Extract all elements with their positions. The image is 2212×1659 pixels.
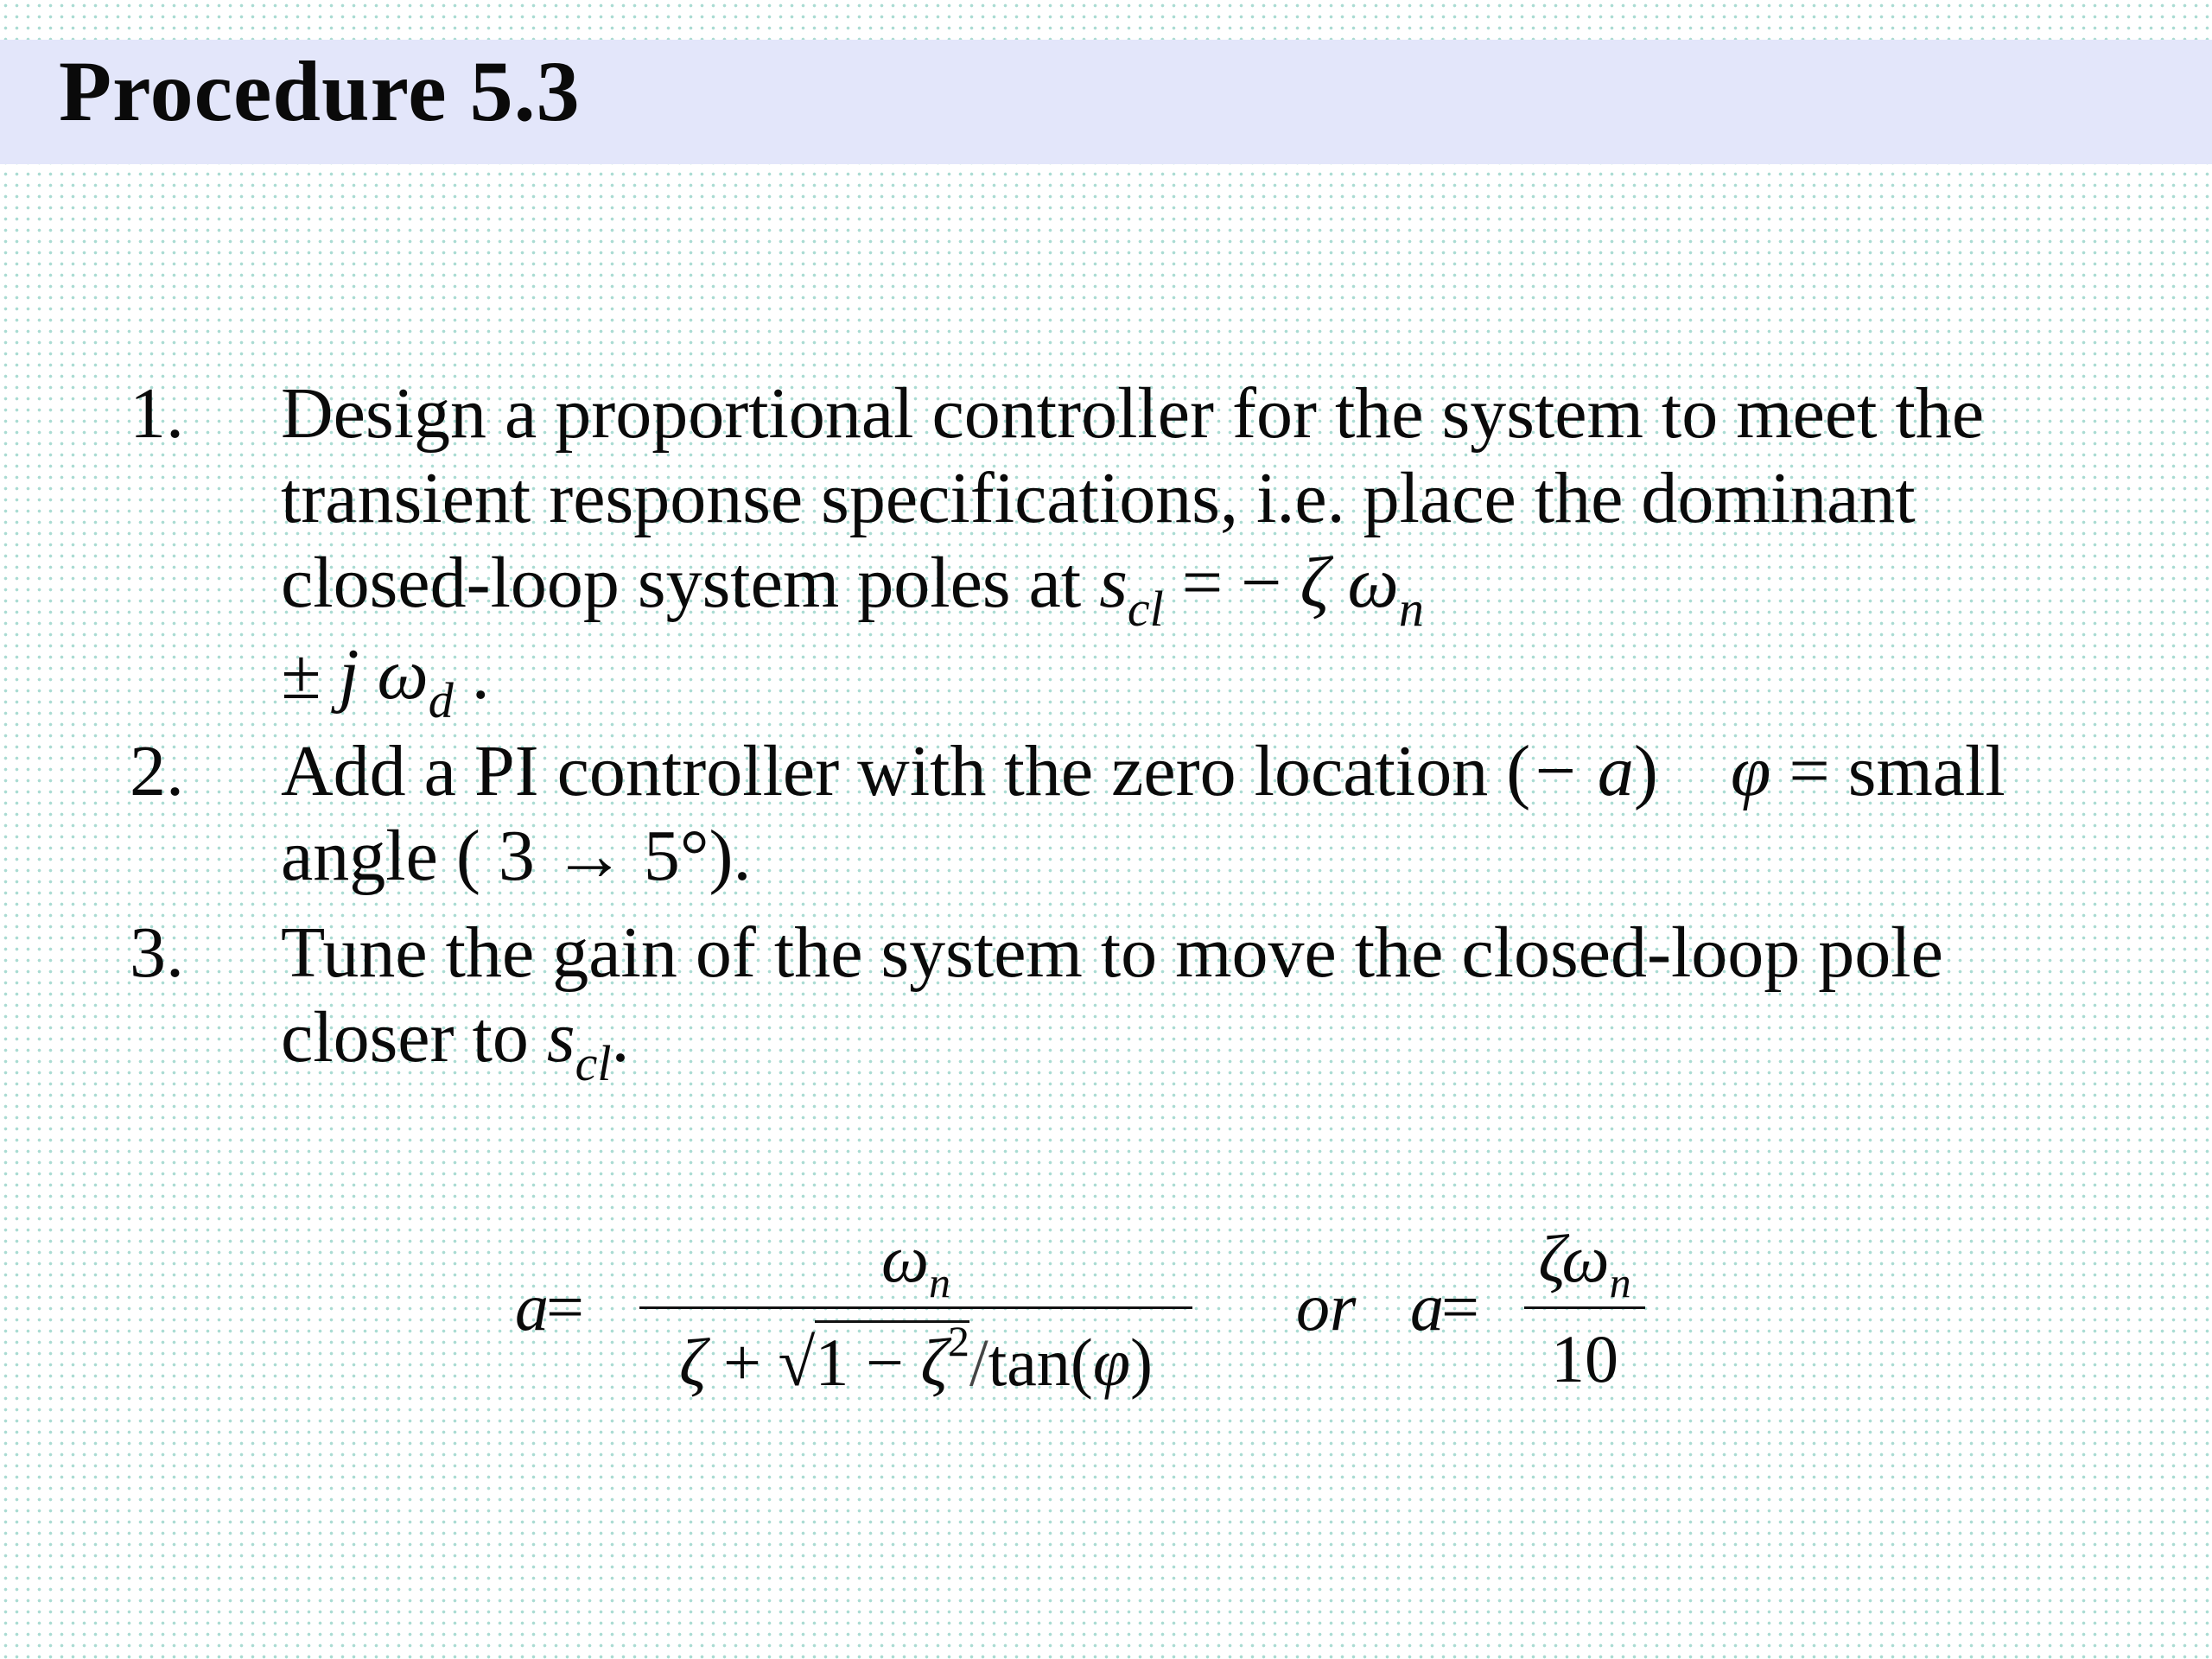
formula2-denominator: 10 (1551, 1321, 1618, 1396)
formula2-lhs: a (1410, 1269, 1444, 1344)
fraction2-line (1524, 1306, 1645, 1309)
formula-lhs: a (515, 1269, 549, 1344)
sqrt-icon: √ (778, 1325, 816, 1400)
formula-equals: = (546, 1269, 584, 1344)
den-phi: φ (1092, 1325, 1131, 1400)
list-item-1 (130, 372, 2091, 728)
item-text-body: Add a PI controller with the zero location ( (281, 731, 1531, 811)
item-number: 2. (130, 731, 184, 811)
fraction-line (639, 1306, 1192, 1309)
item-end: . (453, 634, 490, 715)
item-text (281, 729, 2091, 899)
omega-d-subscript: d (428, 672, 454, 728)
formula2-equals: = (1441, 1269, 1479, 1344)
item-number: 3. (130, 912, 184, 993)
den-tan: tan( (988, 1325, 1093, 1400)
den-plus: + (706, 1325, 779, 1400)
item-end: . (611, 997, 630, 1077)
procedure-list (130, 372, 2091, 1091)
plus-minus-j: ± j (281, 634, 378, 715)
item-text-mid: ) (1633, 731, 1731, 811)
formula2-numerator (1524, 1220, 1645, 1306)
phi-symbol: φ (1730, 731, 1771, 811)
den-zeta: ζ (678, 1325, 707, 1400)
num2-zeta: ζ (1538, 1221, 1562, 1296)
slide-title: Procedure 5.3 (59, 43, 581, 139)
item-text-body: Design a proportional controller for the system to meet the transient response specifications, i.e. place the dominant closed-loop system poles at (281, 373, 1985, 623)
num2-omega: ω (1561, 1221, 1610, 1296)
formula-or: or (1296, 1269, 1357, 1344)
item-text (281, 911, 2091, 1091)
den-slash: / (969, 1325, 988, 1400)
omega-n-subscript: n (1398, 581, 1424, 637)
formula-numerator (639, 1220, 1192, 1306)
pole-equals: = − (1163, 543, 1300, 623)
zeta-symbol: ζ (1300, 543, 1330, 623)
item-text-eq: = small angle ( 3 → 5°). (281, 731, 2005, 896)
num2-subscript: n (1609, 1258, 1631, 1306)
zero-location: − a (1530, 731, 1634, 811)
s-subscript: cl (575, 1035, 612, 1091)
den-superscript: 2 (947, 1317, 969, 1365)
list-item-3 (130, 911, 2091, 1091)
pole-symbol: s (1099, 543, 1128, 623)
list-item-2 (130, 729, 2091, 899)
s-symbol: s (546, 997, 575, 1077)
omega-symbol: ω (1347, 543, 1399, 623)
item-number: 1. (130, 373, 184, 454)
omega-d-symbol: ω (377, 634, 429, 715)
den-close: ) (1130, 1325, 1154, 1400)
num-omega: ω (880, 1221, 930, 1296)
num-subscript: n (929, 1258, 951, 1306)
item-text-body: Tune the gain of the system to move the closed-loop pole closer to (281, 912, 1943, 1077)
den-zeta-squared: ζ (920, 1325, 948, 1400)
pole-subscript: cl (1127, 581, 1164, 637)
formula-denominator (639, 1317, 1192, 1402)
item-text (281, 372, 2091, 728)
radicand (815, 1317, 969, 1400)
den-one-minus: 1 − (815, 1325, 921, 1400)
